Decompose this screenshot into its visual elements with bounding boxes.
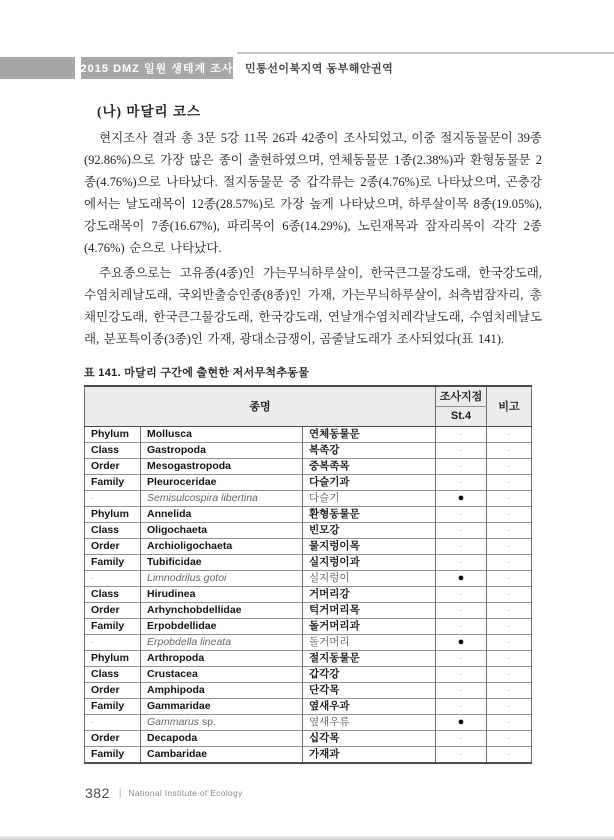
header-left-bar bbox=[0, 57, 75, 79]
species-row bbox=[85, 714, 532, 730]
note-cell bbox=[487, 474, 532, 490]
rank-cell: · bbox=[85, 634, 141, 650]
korean-name-cell: 돌거머리 bbox=[303, 634, 436, 650]
site-presence-cell bbox=[436, 682, 487, 698]
note-dot: · bbox=[507, 701, 511, 711]
korean-name-cell: 실지렁이과 bbox=[303, 554, 436, 570]
rank-cell: Phylum bbox=[85, 650, 141, 666]
korean-name-cell: 거머리강 bbox=[303, 586, 436, 602]
scientific-name-cell: Erpobdellidae bbox=[141, 618, 303, 634]
taxon-rank-row bbox=[85, 426, 532, 442]
korean-name-cell: 연체동물문 bbox=[303, 426, 436, 442]
taxon-rank-row bbox=[85, 746, 532, 763]
site-presence-cell bbox=[436, 634, 487, 650]
scientific-name-cell: Oligochaeta bbox=[141, 522, 303, 538]
report-title-badge: 2015 DMZ 일원 생태계 조사 bbox=[81, 57, 233, 79]
taxon-rank-row bbox=[85, 650, 532, 666]
korean-name-cell: 십각목 bbox=[303, 730, 436, 746]
site-presence-cell bbox=[436, 714, 487, 730]
note-dot: · bbox=[507, 733, 511, 743]
paragraph-survey-results: 현지조사 결과 총 3문 5강 11목 26과 42종이 조사되었고, 이중 절지동물문이 39종(92.86%)으로 가장 많은 종이 출현하였으며, 연체동물문 1종(2.38%)과 환형동물문 2종(4.76%)으로 나타났다. 절지동물문 중 갑각류는 2종(4.76%)로 나타났으며, 곤충강에서는 날도래목이 12종(28.57%)로 가장 높게 나타났으며, 하루살이목 8종(19.05%), 강도래목이 7종(16.67%), 파리목이 6종(14.29%), 노린재목과 잠자리목이 각각 2종(4.76%) 순으로 나타났다. bbox=[84, 131, 542, 255]
note-dot: · bbox=[507, 605, 511, 615]
site-presence-cell bbox=[436, 618, 487, 634]
note-dot: · bbox=[507, 749, 511, 759]
korean-name-cell: 중복족목 bbox=[303, 458, 436, 474]
note-dot: · bbox=[507, 493, 511, 503]
note-cell bbox=[487, 586, 532, 602]
taxon-rank-row bbox=[85, 474, 532, 490]
benthic-invertebrate-table bbox=[84, 385, 532, 764]
note-cell bbox=[487, 554, 532, 570]
note-cell bbox=[487, 730, 532, 746]
footer-institute: National Institute of Ecology bbox=[128, 788, 243, 798]
rank-cell: Phylum bbox=[85, 426, 141, 442]
page-number: 382 bbox=[85, 785, 110, 801]
species-row bbox=[85, 570, 532, 586]
species-abbreviation: sp. bbox=[198, 715, 216, 728]
note-dot: · bbox=[507, 621, 511, 631]
absence-dot: · bbox=[459, 541, 463, 551]
absence-dot: · bbox=[459, 653, 463, 663]
note-dot: · bbox=[507, 525, 511, 535]
absence-dot: · bbox=[459, 749, 463, 759]
header-rule bbox=[237, 52, 614, 54]
taxon-rank-row bbox=[85, 602, 532, 618]
note-cell bbox=[487, 426, 532, 442]
absence-dot: · bbox=[459, 509, 463, 519]
taxon-rank-row bbox=[85, 506, 532, 522]
note-dot: · bbox=[507, 461, 511, 471]
note-dot: · bbox=[507, 669, 511, 679]
scientific-name-cell: Gastropoda bbox=[141, 442, 303, 458]
scientific-name-cell: Gammaridae bbox=[141, 698, 303, 714]
paragraph-major-species: 주요종으로는 고유종(4종)인 가는무늬하루살이, 한국큰그물강도래, 한국강도래, 수염치레날도래, 국외반출승인종(8종)인 가재, 가는무늬하루살이, 쇠측범잠자리, 총채민강도래, 한국큰그물강도래, 한국강도래, 연날개수염치레각날도래, 수염치레날도래, 분포특이종(3종)인 가재, 광대소금쟁이, 곰줄날도래가 조사되었다(표 141). bbox=[84, 266, 542, 346]
note-dot: · bbox=[507, 557, 511, 567]
absence-dot: · bbox=[459, 669, 463, 679]
korean-name-cell: 가재과 bbox=[303, 746, 436, 763]
rank-cell: Class bbox=[85, 522, 141, 538]
taxon-rank-row bbox=[85, 442, 532, 458]
rank-cell: Family bbox=[85, 698, 141, 714]
scientific-name-cell: Hirudinea bbox=[141, 586, 303, 602]
absence-dot: · bbox=[459, 445, 463, 455]
column-header-species-name: 종명 bbox=[85, 386, 436, 426]
absence-dot: · bbox=[459, 701, 463, 711]
taxon-rank-row bbox=[85, 522, 532, 538]
absence-dot: · bbox=[459, 429, 463, 439]
scientific-name-cell: Pleuroceridae bbox=[141, 474, 303, 490]
note-dot: · bbox=[507, 429, 511, 439]
rank-cell: Order bbox=[85, 602, 141, 618]
rank-cell: Family bbox=[85, 746, 141, 763]
korean-name-cell: 옆새우류 bbox=[303, 714, 436, 730]
rank-cell: Phylum bbox=[85, 506, 141, 522]
rank-cell: Order bbox=[85, 730, 141, 746]
note-cell bbox=[487, 506, 532, 522]
korean-name-cell: 갑각강 bbox=[303, 666, 436, 682]
scientific-name-cell: Crustacea bbox=[141, 666, 303, 682]
rank-cell: Order bbox=[85, 458, 141, 474]
absence-dot: · bbox=[459, 621, 463, 631]
rank-cell: · bbox=[85, 570, 141, 586]
korean-name-cell: 다슬기 bbox=[303, 490, 436, 506]
note-dot: · bbox=[507, 589, 511, 599]
korean-name-cell: 빈모강 bbox=[303, 522, 436, 538]
presence-mark: ● bbox=[457, 571, 465, 584]
rank-cell: Family bbox=[85, 618, 141, 634]
site-presence-cell bbox=[436, 442, 487, 458]
korean-name-cell: 턱거머리목 bbox=[303, 602, 436, 618]
note-cell bbox=[487, 650, 532, 666]
rank-cell: Class bbox=[85, 586, 141, 602]
taxon-rank-row bbox=[85, 586, 532, 602]
site-presence-cell bbox=[436, 666, 487, 682]
note-dot: · bbox=[507, 685, 511, 695]
korean-name-cell: 옆새우과 bbox=[303, 698, 436, 714]
absence-dot: · bbox=[459, 685, 463, 695]
table-caption: 표 141. 마달리 구간에 출현한 저서무척추동물 bbox=[84, 367, 310, 379]
note-dot: · bbox=[507, 653, 511, 663]
note-cell bbox=[487, 458, 532, 474]
site-presence-cell bbox=[436, 426, 487, 442]
scientific-name-cell: Annelida bbox=[141, 506, 303, 522]
absence-dot: · bbox=[459, 589, 463, 599]
note-cell bbox=[487, 522, 532, 538]
scientific-name-cell: Archioligochaeta bbox=[141, 538, 303, 554]
site-presence-cell bbox=[436, 730, 487, 746]
presence-mark: ● bbox=[457, 491, 465, 504]
korean-name-cell: 절지동물문 bbox=[303, 650, 436, 666]
site-presence-cell bbox=[436, 746, 487, 763]
rank-cell: Family bbox=[85, 474, 141, 490]
site-presence-cell bbox=[436, 490, 487, 506]
note-dot: · bbox=[507, 717, 511, 727]
site-presence-cell bbox=[436, 570, 487, 586]
footer-divider: | bbox=[118, 787, 122, 799]
korean-name-cell: 다슬기과 bbox=[303, 474, 436, 490]
absence-dot: · bbox=[459, 733, 463, 743]
site-presence-cell bbox=[436, 650, 487, 666]
korean-name-cell: 단각목 bbox=[303, 682, 436, 698]
column-header-site-group: 조사지점 bbox=[436, 386, 487, 406]
header-region-label: 민통선이북지역 동부해안권역 bbox=[245, 63, 394, 75]
note-cell bbox=[487, 570, 532, 586]
note-cell bbox=[487, 666, 532, 682]
site-presence-cell bbox=[436, 458, 487, 474]
rank-cell: Class bbox=[85, 666, 141, 682]
scientific-name-cell: Amphipoda bbox=[141, 682, 303, 698]
note-cell bbox=[487, 618, 532, 634]
site-presence-cell bbox=[436, 506, 487, 522]
scientific-name-cell: Mollusca bbox=[141, 426, 303, 442]
rank-cell: Family bbox=[85, 554, 141, 570]
taxon-rank-row bbox=[85, 458, 532, 474]
scientific-name-cell: Gammarus sp. bbox=[141, 714, 303, 730]
column-header-note: 비고 bbox=[487, 386, 532, 426]
note-dot: · bbox=[507, 573, 511, 583]
site-presence-cell bbox=[436, 522, 487, 538]
note-cell bbox=[487, 698, 532, 714]
note-cell bbox=[487, 634, 532, 650]
taxon-rank-row bbox=[85, 618, 532, 634]
note-dot: · bbox=[507, 637, 511, 647]
note-cell bbox=[487, 714, 532, 730]
presence-mark: ● bbox=[457, 635, 465, 648]
site-presence-cell bbox=[436, 698, 487, 714]
presence-mark: ● bbox=[457, 715, 465, 728]
absence-dot: · bbox=[459, 557, 463, 567]
site-presence-cell bbox=[436, 554, 487, 570]
page-footer bbox=[85, 785, 243, 801]
scientific-name-cell: Arhynchobdellidae bbox=[141, 602, 303, 618]
rank-cell: Class bbox=[85, 442, 141, 458]
scientific-name-cell: Arthropoda bbox=[141, 650, 303, 666]
taxon-rank-row bbox=[85, 730, 532, 746]
species-row bbox=[85, 634, 532, 650]
absence-dot: · bbox=[459, 525, 463, 535]
note-cell bbox=[487, 538, 532, 554]
note-cell bbox=[487, 682, 532, 698]
scientific-name-cell: Decapoda bbox=[141, 730, 303, 746]
rank-cell: Order bbox=[85, 538, 141, 554]
note-cell bbox=[487, 602, 532, 618]
site-presence-cell bbox=[436, 602, 487, 618]
korean-name-cell: 실지렁이 bbox=[303, 570, 436, 586]
page-body bbox=[84, 100, 542, 764]
site-presence-cell bbox=[436, 474, 487, 490]
note-cell bbox=[487, 442, 532, 458]
taxon-rank-row bbox=[85, 538, 532, 554]
note-cell bbox=[487, 490, 532, 506]
korean-name-cell: 돌거머리과 bbox=[303, 618, 436, 634]
table-header-row-1 bbox=[85, 386, 532, 406]
table-body bbox=[85, 426, 532, 763]
note-cell bbox=[487, 746, 532, 763]
site-presence-cell bbox=[436, 538, 487, 554]
taxon-rank-row bbox=[85, 698, 532, 714]
note-dot: · bbox=[507, 509, 511, 519]
rank-cell: Order bbox=[85, 682, 141, 698]
scan-edge-shadow bbox=[0, 836, 614, 840]
site-presence-cell bbox=[436, 586, 487, 602]
absence-dot: · bbox=[459, 461, 463, 471]
scientific-name-cell: Erpobdella lineata bbox=[141, 634, 303, 650]
scientific-name-cell: Cambaridae bbox=[141, 746, 303, 763]
species-row bbox=[85, 490, 532, 506]
scientific-name-cell: Semisulcospira libertina bbox=[141, 490, 303, 506]
rank-cell: · bbox=[85, 490, 141, 506]
scientific-name-cell: Mesogastropoda bbox=[141, 458, 303, 474]
scientific-name-cell: Tubificidae bbox=[141, 554, 303, 570]
note-dot: · bbox=[507, 445, 511, 455]
korean-name-cell: 환형동물문 bbox=[303, 506, 436, 522]
absence-dot: · bbox=[459, 605, 463, 615]
taxon-rank-row bbox=[85, 682, 532, 698]
note-dot: · bbox=[507, 477, 511, 487]
taxon-rank-row bbox=[85, 666, 532, 682]
column-header-site-st4: St.4 bbox=[436, 406, 487, 426]
section-title: (나) 마달리 코스 bbox=[97, 104, 201, 119]
korean-name-cell: 복족강 bbox=[303, 442, 436, 458]
absence-dot: · bbox=[459, 477, 463, 487]
scientific-name-cell: Limnodrilus gotoi bbox=[141, 570, 303, 586]
taxon-rank-row bbox=[85, 554, 532, 570]
korean-name-cell: 물지렁이목 bbox=[303, 538, 436, 554]
note-dot: · bbox=[507, 541, 511, 551]
rank-cell: · bbox=[85, 714, 141, 730]
